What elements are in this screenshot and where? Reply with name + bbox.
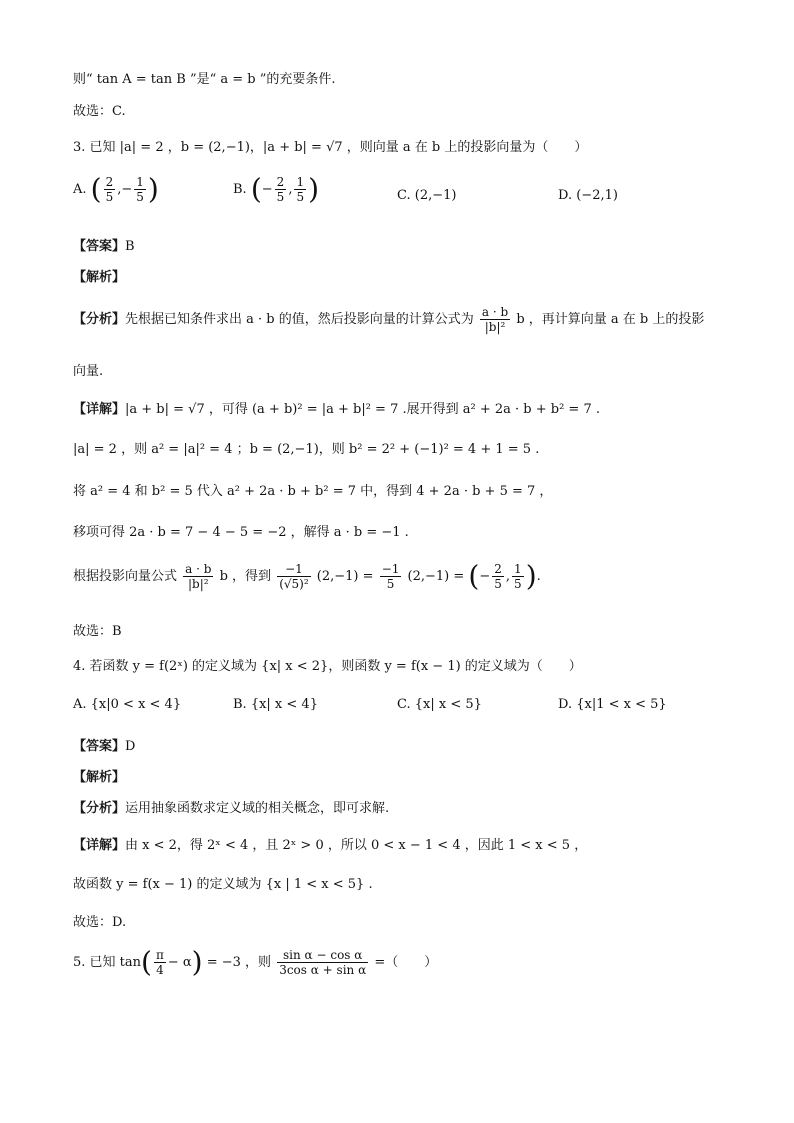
frac-num: a · b <box>185 562 212 576</box>
text-span: 运用抽象函数求定义域的相关概念，即可求解. <box>125 801 390 816</box>
answer-value: D <box>125 739 136 754</box>
frac-den: 5 <box>296 190 305 204</box>
text-line: 则“ tan A = tan B ”是“ a = b ”的充要条件. <box>73 72 336 87</box>
frac-den: 5 <box>514 577 522 591</box>
answer-tag: 【答案】 <box>73 739 126 754</box>
text-span: =（ ） <box>374 955 438 970</box>
option-b: B. {x| x < 4} <box>233 697 318 712</box>
analysis-heading: 【解析】 <box>73 770 126 785</box>
detail-line: 移项可得 2a · b = 7 − 4 − 5 = −2 ，解得 a · b = −1 . <box>73 525 409 540</box>
answer-tag: 【答案】 <box>73 239 126 254</box>
analysis-line <box>73 305 704 334</box>
question-5: 5. 已知 tan( $\frac{\pi}{4}$ − α) = −3 ，则 $\frac{\text{sin α − cos α}}{\text{3cos α + sin α}}$ =（ ） <box>73 945 438 979</box>
frac-num: π <box>155 948 164 962</box>
text-span: 先根据已知条件求出 a · b 的值，然后投影向量的计算公式为 <box>125 312 474 327</box>
frac-den: 5 <box>276 190 285 204</box>
option-value: (−2,1) <box>576 188 618 203</box>
option-c <box>397 188 456 203</box>
option-label: B. <box>233 182 247 197</box>
text-span: 根据投影向量公式 <box>73 569 178 584</box>
text-line: 向量. <box>73 364 104 379</box>
text-span: 5. 已知 tan <box>73 955 142 970</box>
option-b: B. (− $\frac{2}{5}$ , $\frac{1}{5}$ ) <box>233 172 320 206</box>
detail-line <box>73 834 587 853</box>
text-span: = −3 ，则 <box>206 955 272 970</box>
text-span: (2,−1) = <box>407 569 465 584</box>
option-c: C. {x| x < 5} <box>397 697 482 712</box>
option-a: A. {x|0 < x < 4} <box>73 697 182 712</box>
frac-den: 4 <box>156 963 164 977</box>
option-d <box>558 188 618 203</box>
question-3: 3. 已知 |a| = 2 ，b = (2,−1)，|a + b| = √7 ，则向量 a 在 b 上的投影向量为（ ） <box>73 140 588 155</box>
option-value: (2,−1) <box>414 188 457 203</box>
frac-num: 1 <box>514 562 522 576</box>
frac-num: −1 <box>277 562 310 577</box>
analysis-tag: 【分析】 <box>73 801 126 816</box>
option-label: D. <box>558 188 573 203</box>
frac-den: |b|² <box>188 577 209 591</box>
answer-line <box>73 735 135 754</box>
detail-line: 将 a² = 4 和 b² = 5 代入 a² + 2a · b + b² = 7 中，得到 4 + 2a · b + 5 = 7 ， <box>73 484 553 499</box>
text-line: 故选：C. <box>73 104 126 119</box>
text-span: (2,−1) = <box>316 569 374 584</box>
text-span: − α <box>167 955 192 970</box>
text-span: 由 x < 2，得 2ˣ < 4 ，且 2ˣ > 0 ，所以 0 < x − 1 < 4 ，因此 1 < x < 5 ， <box>125 838 588 853</box>
detail-tag: 【详解】 <box>73 402 126 417</box>
frac-den: (√5)² <box>279 577 309 591</box>
frac-num: 2 <box>276 175 285 189</box>
detail-tag: 【详解】 <box>73 838 126 853</box>
frac-num: 2 <box>494 562 502 576</box>
frac-num: 1 <box>296 175 305 189</box>
analysis-tag: 【分析】 <box>73 312 126 327</box>
answer-value: B <box>125 239 135 254</box>
question-4: 4. 若函数 y = f(2ˣ) 的定义域为 {x| x < 2}，则函数 y = f(x − 1) 的定义域为（ ） <box>73 659 582 674</box>
frac-num: 1 <box>136 175 144 189</box>
frac-den: 5 <box>494 577 502 591</box>
option-a: A. ( $\frac{2}{5}$ ,− $\frac{1}{5}$ ) <box>73 172 159 206</box>
frac-num: 2 <box>105 175 114 189</box>
answer-line <box>73 235 135 254</box>
text-span: b ，得到 <box>219 569 272 584</box>
frac-den: 5 <box>386 577 395 591</box>
text-span: b ，再计算向量 a 在 b 上的投影 <box>516 312 705 327</box>
detail-line: 根据投影向量公式 $\frac{a \cdot b}{\text{|b|²}}$ b ，得到 $\frac{-1}{\text{(√5)²}}$ (2,−1) = $\frac{-1}{5}$ (2,−1) = (− $\frac{2}{5}$ , $\frac{1}{5}$ ). <box>73 559 541 593</box>
frac-den: 5 <box>105 190 114 204</box>
frac-den: 3cos α + sin α <box>279 963 367 977</box>
text-line: 故选：B <box>73 624 122 639</box>
analysis-heading: 【解析】 <box>73 270 126 285</box>
frac-num: sin α − cos α <box>277 948 368 963</box>
option-label: C. <box>397 188 411 203</box>
detail-line: |a| = 2 ，则 a² = |a|² = 4 ；b = (2,−1)，则 b² = 2² + (−1)² = 4 + 1 = 5 . <box>73 442 540 457</box>
frac-den: 5 <box>136 190 144 204</box>
frac-num: −1 <box>381 562 400 576</box>
analysis-line <box>73 797 389 816</box>
frac-den: |b|² <box>484 320 506 334</box>
detail-line <box>73 398 600 417</box>
text-line: 故选：D. <box>73 915 127 930</box>
detail-line: 故函数 y = f(x − 1) 的定义域为 {x | 1 < x < 5} . <box>73 877 373 892</box>
text-span: |a + b| = √7 ，可得 (a + b)² = |a + b|² = 7 .展开得到 a² + 2a · b + b² = 7 . <box>125 402 600 417</box>
frac-num: a · b <box>481 305 509 319</box>
option-d: D. {x|1 < x < 5} <box>558 697 667 712</box>
option-label: A. <box>73 182 87 197</box>
